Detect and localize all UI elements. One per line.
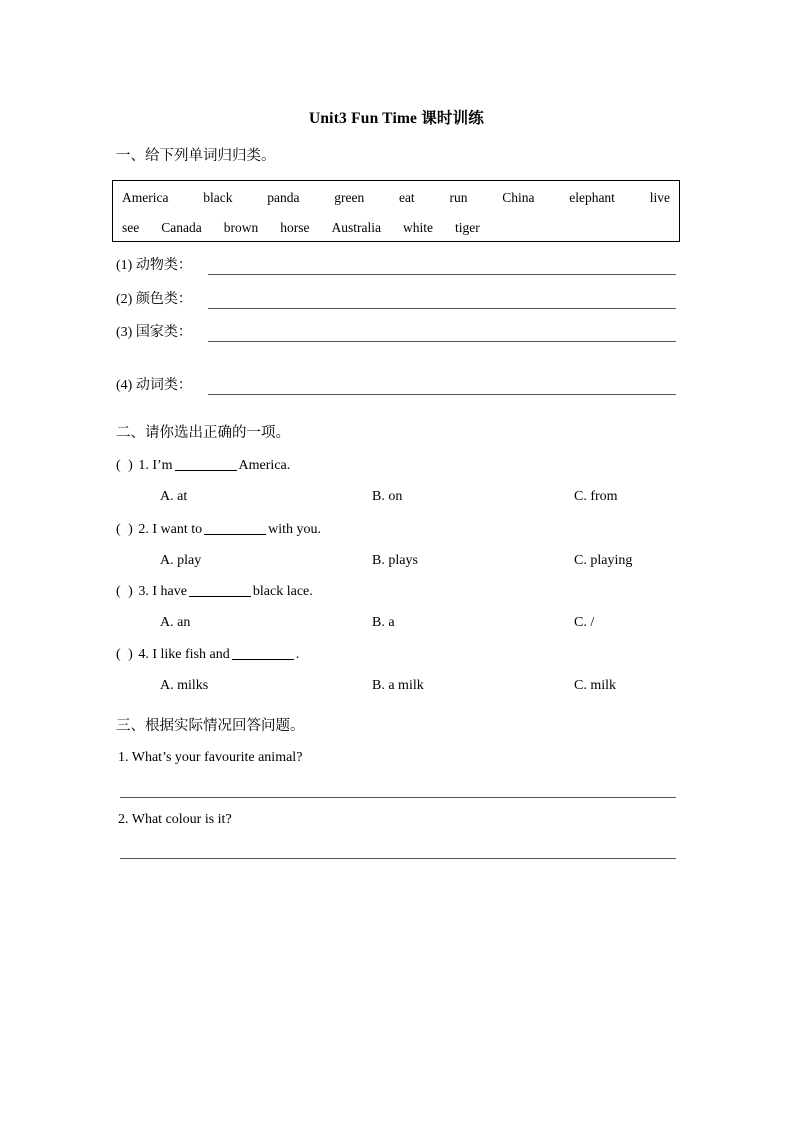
word-bank-item: Australia	[331, 220, 381, 235]
free-response-question: 1. What’s your favourite animal?	[118, 750, 303, 765]
word-bank-item: panda	[267, 190, 300, 205]
fill-blank[interactable]	[204, 534, 266, 535]
category-answer-rule[interactable]	[208, 394, 676, 395]
category-answer-rule[interactable]	[208, 308, 676, 309]
free-response-answer-rule[interactable]	[120, 858, 676, 859]
category-line	[116, 288, 676, 310]
mc-option-a[interactable]: A. play	[160, 553, 202, 568]
section-heading-1: 一、给下列单词归归类。	[116, 148, 276, 164]
fill-blank[interactable]	[175, 470, 237, 471]
mc-option-a[interactable]: A. an	[160, 615, 191, 630]
word-bank-item: China	[502, 190, 535, 205]
word-bank-item: eat	[398, 190, 415, 205]
fill-blank[interactable]	[189, 596, 251, 597]
category-line	[116, 321, 676, 343]
category-number: (2)	[116, 292, 133, 307]
fill-blank[interactable]	[232, 659, 294, 660]
answer-bracket[interactable]: ( )	[116, 584, 135, 599]
category-line	[116, 374, 676, 396]
word-bank-item: brown	[223, 220, 259, 235]
question-number: 3.	[138, 584, 149, 599]
question-number: 1.	[138, 458, 149, 473]
answer-bracket[interactable]: ( )	[116, 647, 135, 662]
mc-option-c[interactable]: C. /	[574, 615, 595, 630]
question-stem-before: I’m	[152, 458, 173, 473]
section-heading-3: 三、根据实际情况回答问题。	[116, 718, 305, 734]
word-bank-item: America	[122, 190, 169, 205]
mc-question-stem	[116, 647, 299, 663]
word-bank-item: white	[402, 220, 433, 235]
word-bank-item: horse	[280, 220, 310, 235]
word-bank-table	[112, 180, 680, 242]
word-bank-item: tiger	[454, 220, 480, 235]
word-bank-item: see	[122, 220, 140, 235]
section-heading-2: 二、请你选出正确的一项。	[116, 425, 290, 441]
category-line	[116, 254, 676, 276]
category-number: (4)	[116, 378, 133, 393]
mc-question-stem	[116, 522, 321, 538]
answer-bracket[interactable]: ( )	[116, 522, 135, 537]
word-bank-item: black	[203, 190, 233, 205]
mc-option-b[interactable]: B. plays	[372, 553, 418, 568]
question-stem-before: I like fish and	[152, 647, 230, 662]
category-label: 动词类：	[135, 378, 192, 393]
mc-option-b[interactable]: B. a	[372, 615, 395, 630]
word-bank-item: live	[649, 190, 670, 205]
mc-option-c[interactable]: C. playing	[574, 553, 633, 568]
word-bank-item: run	[449, 190, 468, 205]
mc-option-a[interactable]: A. at	[160, 489, 188, 504]
word-bank-item: green	[334, 190, 365, 205]
mc-option-b[interactable]: B. a milk	[372, 678, 424, 693]
category-label: 动物类：	[135, 258, 192, 273]
free-response-answer-rule[interactable]	[120, 797, 676, 798]
mc-option-c[interactable]: C. from	[574, 489, 618, 504]
answer-bracket[interactable]: ( )	[116, 458, 135, 473]
mc-option-b[interactable]: B. on	[372, 489, 403, 504]
category-number: (3)	[116, 325, 133, 340]
category-answer-rule[interactable]	[208, 341, 676, 342]
word-bank-row	[122, 183, 670, 213]
free-response-question: 2. What colour is it?	[118, 812, 232, 827]
word-bank-row	[122, 213, 670, 243]
word-bank-item: Canada	[161, 220, 202, 235]
mc-question-stem	[116, 458, 290, 474]
question-stem-after: America.	[238, 458, 291, 473]
word-bank-item: elephant	[569, 190, 615, 205]
question-stem-before: I want to	[152, 522, 203, 537]
category-number: (1)	[116, 258, 133, 273]
page-title: Unit3 Fun Time 课时训练	[308, 110, 485, 127]
category-label: 颜色类：	[135, 292, 192, 307]
mc-question-stem	[116, 584, 313, 600]
question-stem-after: with you.	[268, 522, 321, 537]
question-number: 2.	[138, 522, 149, 537]
question-number: 4.	[138, 647, 149, 662]
question-stem-before: I have	[152, 584, 187, 599]
mc-option-c[interactable]: C. milk	[574, 678, 617, 693]
question-stem-after: black lace.	[252, 584, 313, 599]
question-stem-after: .	[295, 647, 300, 662]
category-label: 国家类：	[135, 325, 192, 340]
category-answer-rule[interactable]	[208, 274, 676, 275]
mc-option-a[interactable]: A. milks	[160, 678, 209, 693]
